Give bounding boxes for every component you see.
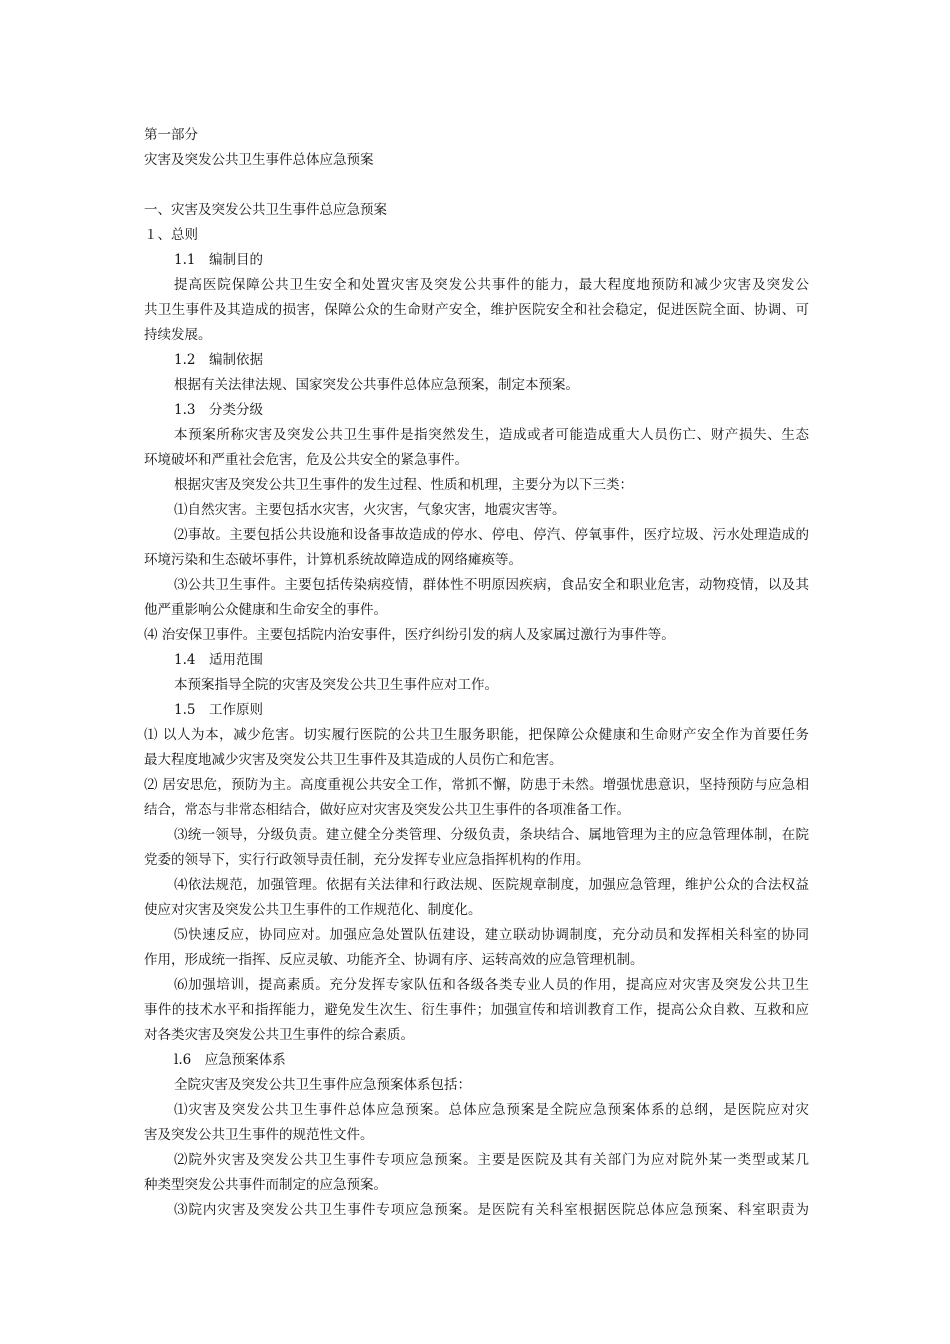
part-label: 第一部分 bbox=[144, 127, 198, 143]
subheading-1-6: l.6 应急预案体系 bbox=[174, 1052, 286, 1068]
list-item: ⑷ 治安保卫事件。主要包括院内治安事件，医疗纠纷引发的病人及家属过激行为事件等。 bbox=[144, 627, 675, 643]
list-item-cont: 种类型突发公共事件而制定的应急预案。 bbox=[144, 1177, 387, 1193]
paragraph-line: 本预案所称灾害及突发公共卫生事件是指突然发生，造成或者可能造成重大人员伤亡、财产损失、生态 bbox=[174, 427, 809, 443]
list-item-cont: 党委的领导下，实行行政领导责任制，充分发挥专业应急指挥机构的作用。 bbox=[144, 852, 590, 868]
list-item-cont: 结合，常态与非常态相结合，做好应对灾害及突发公共卫生事件的各项准备工作。 bbox=[144, 802, 630, 818]
list-item-cont: 他严重影响公众健康和生命安全的事件。 bbox=[144, 602, 387, 618]
list-item: ⑹加强培训，提高素质。充分发挥专家队伍和各级各类专业人员的作用，提高应对灾害及突发公共卫生 bbox=[174, 977, 809, 993]
list-item: ⑶统一领导，分级负责。建立健全分类管理、分级负责，条块结合、属地管理为主的应急管理体制，在院 bbox=[174, 827, 809, 843]
subheading-1-3: 1.3 分类分级 bbox=[174, 402, 263, 418]
list-item: ⑴灾害及突发公共卫生事件总体应急预案。总体应急预案是全院应急预案体系的总纲，是医院应对灾 bbox=[174, 1102, 809, 1118]
paragraph-line: 持续发展。 bbox=[144, 327, 212, 343]
list-item: ⑴ 以人为本，减少危害。切实履行医院的公共卫生服务职能，把保障公众健康和生命财产安全作为首要任务 bbox=[144, 727, 809, 743]
paragraph-line: 提高医院保障公共卫生安全和处置灾害及突发公共事件的能力，最大程度地预防和减少灾害及突发公 bbox=[174, 277, 809, 293]
list-item: ⑵院外灾害及突发公共卫生事件专项应急预案。主要是医院及其有关部门为应对院外某一类型或某几 bbox=[174, 1152, 809, 1168]
list-item-cont: 害及突发公共卫生事件的规范性文件。 bbox=[144, 1127, 374, 1143]
subheading-1-5: 1.5 工作原则 bbox=[174, 702, 263, 718]
paragraph-line: 根据有关法律法规、国家突发公共事件总体应急预案，制定本预案。 bbox=[174, 377, 579, 393]
list-item-cont: 作用，形成统一指挥、反应灵敏、功能齐全、协调有序、运转高效的应急管理机制。 bbox=[144, 952, 644, 968]
paragraph-line: 本预案指导全院的灾害及突发公共卫生事件应对工作。 bbox=[174, 677, 498, 693]
list-item-cont: 对各类灾害及突发公共卫生事件的综合素质。 bbox=[144, 1027, 414, 1043]
list-item-cont: 最大程度地减少灾害及突发公共卫生事件及其造成的人员伤亡和危害。 bbox=[144, 752, 563, 768]
list-item: ⑶公共卫生事件。主要包括传染病疫情，群体性不明原因疾病，食品安全和职业危害，动物疫情，以及其 bbox=[174, 577, 809, 593]
list-item: ⑶院内灾害及突发公共卫生事件专项应急预案。是医院有关科室根据医院总体应急预案、科室职责为 bbox=[174, 1202, 809, 1218]
paragraph-line: 环境破坏和严重社会危害，危及公共安全的紧急事件。 bbox=[144, 452, 468, 468]
subheading-1-4: 1.4 适用范围 bbox=[174, 652, 263, 668]
chapter-heading: １、总则 bbox=[144, 227, 198, 243]
list-item: ⑷依法规范，加强管理。依据有关法律和行政法规、医院规章制度，加强应急管理，维护公众的合法权益 bbox=[174, 877, 809, 893]
paragraph-line: 共卫生事件及其造成的损害，保障公众的生命财产安全，维护医院安全和社会稳定，促进医院全面、协调、可 bbox=[144, 302, 809, 318]
paragraph-line: 全院灾害及突发公共卫生事件应急预案体系包括： bbox=[174, 1077, 471, 1093]
list-item-cont: 事件的技术水平和指挥能力，避免发生次生、衍生事件；加强宣传和培训教育工作，提高公众自救、互救和应 bbox=[144, 1002, 809, 1018]
list-item-cont: 使应对灾害及突发公共卫生事件的工作规范化、制度化。 bbox=[144, 902, 482, 918]
paragraph-line: 根据灾害及突发公共卫生事件的发生过程、性质和机理，主要分为以下三类： bbox=[174, 477, 633, 493]
part-title: 灾害及突发公共卫生事件总体应急预案 bbox=[144, 152, 374, 168]
section-title: 一、灾害及突发公共卫生事件总应急预案 bbox=[144, 202, 387, 218]
list-item-cont: 环境污染和生态破坏事件，计算机系统故障造成的网络瘫痪等。 bbox=[144, 552, 522, 568]
subheading-1-2: 1.2 编制依据 bbox=[174, 352, 263, 368]
list-item: ⑵ 居安思危，预防为主。高度重视公共安全工作，常抓不懈，防患于未然。增强忧患意识，坚持预防与应急相 bbox=[144, 777, 809, 793]
subheading-1-1: 1.1 编制目的 bbox=[174, 252, 263, 268]
list-item: ⑸快速反应，协同应对。加强应急处置队伍建设，建立联动协调制度，充分动员和发挥相关科室的协同 bbox=[174, 927, 809, 943]
list-item: ⑴自然灾害。主要包括水灾害，火灾害，气象灾害，地震灾害等。 bbox=[174, 502, 566, 518]
list-item: ⑵事故。主要包括公共设施和设备事故造成的停水、停电、停汽、停氧事件，医疗垃圾、污水处理造成的 bbox=[174, 527, 809, 543]
